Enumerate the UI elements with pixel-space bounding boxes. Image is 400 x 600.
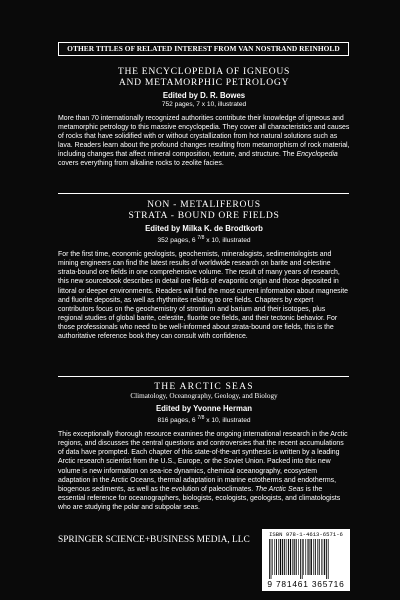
barcode-bar <box>287 539 288 575</box>
book-entry-arctic-seas <box>58 381 350 512</box>
barcode-bar <box>300 539 301 579</box>
publisher-name: SPRINGER SCIENCE+BUSINESS MEDIA, LLC <box>58 535 250 545</box>
book-editor: Edited by D. R. Bowes <box>162 91 246 100</box>
barcode-bar <box>280 539 281 575</box>
book-title-line: NON - METALIFEROUS <box>147 199 261 210</box>
book-pages <box>58 234 350 245</box>
barcode-bar <box>272 539 273 575</box>
pages-fraction: 7/8 <box>197 415 205 421</box>
book-entry-igneous-petrology <box>58 66 350 169</box>
book-title-line: THE ARCTIC SEAS <box>154 381 254 392</box>
book-description <box>58 114 350 169</box>
description-text-end: is the essential reference for oceanographers, biologists, ecologists, geologists, and climatologists who are studying the polar and subpolar seas. <box>58 485 341 511</box>
book-pages: 752 pages, 7 x 10, illustrated <box>161 101 247 108</box>
book-description <box>58 430 350 512</box>
section-divider <box>58 376 349 377</box>
book-pages <box>58 414 350 425</box>
barcode-bar <box>269 539 270 579</box>
book-title-line: THE ENCYCLOPEDIA OF IGNEOUS <box>117 66 291 77</box>
barcode-digits: 9 781461 365716 <box>267 579 345 589</box>
book-description: For the first time, economic geologists, geochemists, mineralogists, sedimentologists and mining engineers can find the latest results of worldwide research on barite and celestine strata-bound ore fields in one comprehensive volume. The result of many years of research, this new sourcebook describes in detail ore fields of evaporitic origin and those deposited in littoral or deeper environments. Readers will find the most current information about magnesite and fluorite deposits, as well as rhythmites relating to ore fields. Chapters by expert contributors focus on the geochemistry of strontium and barium and their isotopes, plus regional studies of global barite, celestite, fluorite ore fields, and their tectonic behavior. For those professionals who need to be well-informed about strata-bound ore fields, this is the authoritative reference book they can consult with confidence. <box>58 251 348 341</box>
book-title-line: AND METAMORPHIC PETROLOGY <box>118 77 290 88</box>
pages-text: 816 pages, 6 <box>157 417 198 425</box>
barcode-bar <box>290 539 291 575</box>
book-subtitle: Climatology, Oceanography, Geology, and Biology <box>130 392 278 400</box>
barcode-bar <box>305 539 306 575</box>
barcode-bar <box>276 539 277 575</box>
description-italic: Encyclopedia <box>296 151 338 159</box>
description-text: This exceptionally thorough resource examines the ongoing international research in the Arctic regions, and discusses the central questions and controversies that the recent accumulations of data have prompted. Each chapter of this state-of-the-art synthesis is written by a leading Arctic research scientist from the U.S., Europe, or the Soviet Union. Packed into this new volume is new information on sea-ice dynamics, chemical oceanography, ecosystem adaptation in the Arctic Oceans, thermal adaptation in marine ectotherms and endotherms, biogenous sediments, as well as the evolution of paleoclimates. <box>58 431 348 493</box>
barcode-bar <box>274 539 275 575</box>
description-text-end: covers everything from alkaline rocks to zeolite facies. <box>58 160 224 168</box>
barcode-bar <box>284 539 285 575</box>
isbn-barcode <box>262 529 350 591</box>
book-title-line: STRATA - BOUND ORE FIELDS <box>128 210 280 221</box>
pages-text-end: x 10, illustrated <box>204 237 251 245</box>
barcode-bar <box>321 539 322 575</box>
barcode-bar <box>319 539 320 575</box>
description-italic: The Arctic Seas <box>255 485 304 493</box>
description-text: More than 70 internationally recognized authorities contribute their knowledge of igneous and metamorphic petrology to this massive encyclopedia. They cover all characteristics and causes of rocks that have solidified with or without crystallization from hot natural solutions such as lava. Readers learn about the profound changes resulting from metamorphism of rock material, including changes that affect mineral composition, texture, and structure. The <box>58 115 350 159</box>
pages-text: 352 pages, 6 <box>157 237 198 245</box>
related-titles-banner: OTHER TITLES OF RELATED INTEREST FROM VAN NOSTRAND REINHOLD <box>58 42 349 56</box>
section-divider <box>58 193 349 194</box>
barcode-bar <box>296 539 297 575</box>
barcode-bar <box>323 539 324 575</box>
barcode-bar <box>328 539 329 579</box>
pages-fraction: 7/8 <box>197 235 205 241</box>
barcode-bar <box>303 539 304 575</box>
isbn-number: ISBN 978-1-4613-6571-6 <box>269 531 343 538</box>
barcode-bar <box>326 539 327 579</box>
book-editor: Edited by Milka K. de Brodtkorb <box>145 224 263 233</box>
barcode-bar <box>282 539 283 575</box>
barcode-bars <box>269 539 343 579</box>
barcode-bar <box>294 539 295 575</box>
barcode-bar <box>288 539 289 575</box>
barcode-bar <box>324 539 325 575</box>
barcode-bar <box>313 539 314 575</box>
barcode-bar <box>292 539 293 575</box>
barcode-bar <box>308 539 309 575</box>
book-entry-strata-bound-ore-fields <box>58 199 350 341</box>
barcode-bar <box>271 539 272 579</box>
barcode-bar <box>315 539 316 575</box>
book-editor: Edited by Yvonne Herman <box>155 404 253 413</box>
barcode-bar <box>311 539 312 575</box>
barcode-bar <box>302 539 303 579</box>
barcode-bar <box>298 539 299 575</box>
pages-text-end: x 10, illustrated <box>204 417 251 425</box>
barcode-bar <box>278 539 279 575</box>
barcode-bar <box>307 539 308 575</box>
barcode-bar <box>317 539 318 575</box>
